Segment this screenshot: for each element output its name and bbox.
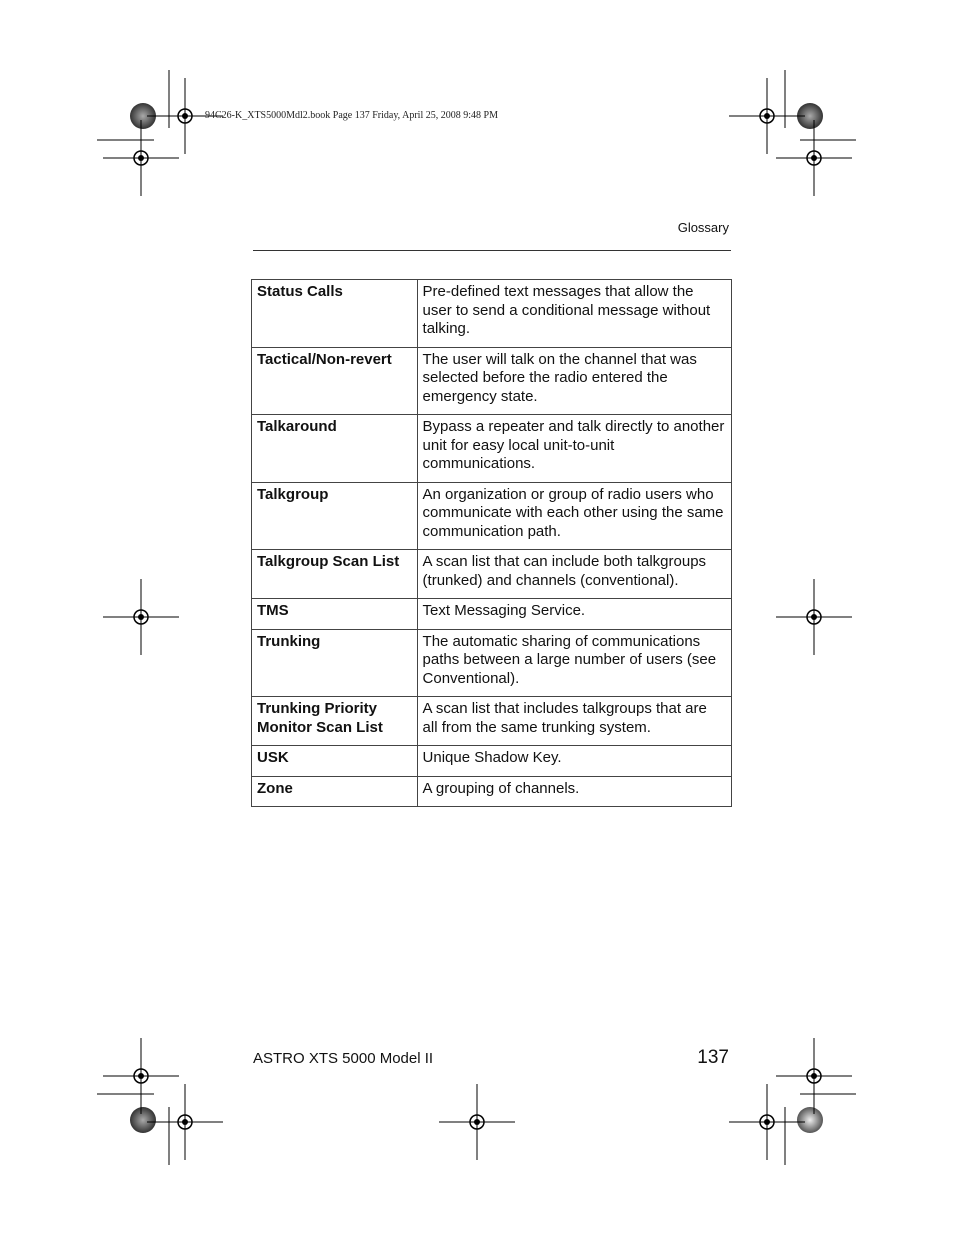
glossary-definition: The automatic sharing of communications paths between a large number of users (see Conventional). bbox=[417, 629, 731, 697]
registration-disc-icon bbox=[130, 1107, 156, 1133]
book-file-info: 94C26-K_XTS5000Mdl2.book Page 137 Friday, April 25, 2008 9:48 PM bbox=[205, 110, 498, 121]
glossary-definition: Text Messaging Service. bbox=[417, 599, 731, 630]
table-row bbox=[252, 746, 732, 777]
footer-title: ASTRO XTS 5000 Model II bbox=[253, 1050, 434, 1067]
glossary-definition: The user will talk on the channel that was selected before the radio entered the emergency state. bbox=[417, 347, 731, 415]
glossary-definition: A scan list that includes talkgroups that are all from the same trunking system. bbox=[417, 697, 731, 746]
table-row bbox=[252, 280, 732, 348]
glossary-term: Trunking bbox=[252, 629, 418, 697]
glossary-term: Talkaround bbox=[252, 415, 418, 483]
glossary-term: TMS bbox=[252, 599, 418, 630]
crosshair-icon bbox=[103, 120, 179, 196]
crosshair-icon bbox=[729, 1084, 805, 1160]
glossary-term: Tactical/Non-revert bbox=[252, 347, 418, 415]
table-row bbox=[252, 347, 732, 415]
table-row bbox=[252, 482, 732, 550]
glossary-term: Talkgroup bbox=[252, 482, 418, 550]
glossary-definition: Unique Shadow Key. bbox=[417, 746, 731, 777]
table-row bbox=[252, 550, 732, 599]
table-row bbox=[252, 415, 732, 483]
crosshair-icon bbox=[776, 1038, 852, 1114]
crosshair-icon bbox=[776, 579, 852, 655]
glossary-term: Trunking Priority Monitor Scan List bbox=[252, 697, 418, 746]
section-title: Glossary bbox=[677, 220, 729, 235]
table-row bbox=[252, 697, 732, 746]
glossary-table bbox=[251, 279, 732, 807]
header-rule bbox=[253, 250, 731, 251]
table-row bbox=[252, 599, 732, 630]
page-number: 137 bbox=[697, 1047, 729, 1068]
crosshair-icon bbox=[103, 579, 179, 655]
crosshair-icon bbox=[147, 1084, 223, 1160]
crosshair-icon bbox=[439, 1084, 515, 1160]
glossary-definition: Pre-defined text messages that allow the user to send a conditional message without talking. bbox=[417, 280, 731, 348]
table-row bbox=[252, 629, 732, 697]
glossary-term: Talkgroup Scan List bbox=[252, 550, 418, 599]
glossary-term: USK bbox=[252, 746, 418, 777]
table-row bbox=[252, 776, 732, 807]
glossary-definition: A grouping of channels. bbox=[417, 776, 731, 807]
glossary-definition: A scan list that can include both talkgroups (trunked) and channels (conventional). bbox=[417, 550, 731, 599]
registration-disc-icon bbox=[797, 1107, 823, 1133]
glossary-term: Status Calls bbox=[252, 280, 418, 348]
crosshair-icon bbox=[103, 1038, 179, 1114]
crosshair-icon bbox=[776, 120, 852, 196]
glossary-term: Zone bbox=[252, 776, 418, 807]
glossary-definition: Bypass a repeater and talk directly to another unit for easy local unit-to-unit communications. bbox=[417, 415, 731, 483]
crosshair-icon bbox=[729, 78, 805, 154]
glossary-definition: An organization or group of radio users who communicate with each other using the same communication path. bbox=[417, 482, 731, 550]
